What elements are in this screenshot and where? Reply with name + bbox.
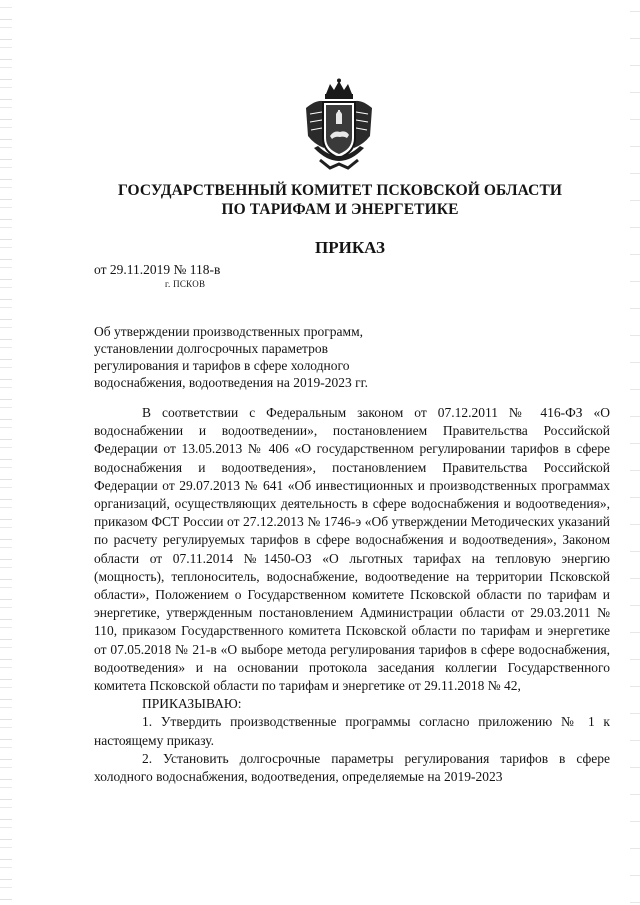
subject-line: Об утверждении производственных программ, bbox=[94, 324, 363, 339]
scan-edge-left bbox=[0, 0, 12, 905]
order-subject bbox=[94, 323, 434, 391]
subject-line: водоснабжения, водоотведения на 2019-2023 гг. bbox=[94, 375, 369, 390]
order-item-1: 1. Утвердить производственные программы согласно приложению № 1 к настоящему приказу. bbox=[94, 714, 610, 748]
order-body bbox=[94, 404, 610, 786]
header-line-2: ПО ТАРИФАМ И ЭНЕРГЕТИКЕ bbox=[221, 201, 459, 218]
committee-header bbox=[110, 181, 570, 219]
preamble-paragraph: В соответствии с Федеральным законом от 07.12.2011 № 416-ФЗ «О водоснабжении и водоотведении», постановлением Правительства Российской Федерации от 13.05.2013 № 406 «О государственном регулировании тарифов в сфере водоснабжения и водоотведения», постановлением Правительства Российской Федерации от 29.07.2013 № 641 «Об инвестиционных и производственных программах организаций, осуществляющих деятельность в сфере водоснабжения и водоотведения», приказом ФСТ России от 27.12.2013 № 1746-э «Об утверждении Методических указаний по расчету регулируемых тарифов в сфере водоснабжения и водоотведения», Законом области от 07.11.2014 №1450-ОЗ «О льготных тарифах на тепловую энергию (мощность), теплоноситель, водоснабжение, водоотведение на территории Псковской области», Положением о Государственном комитете Псковской области по тарифам и энергетике, утвержденным постановлением Администрации области от 29.03.2011 № 110, приказом Государственного комитета Псковской области по тарифам и энергетике от 07.05.2018 № 21-в «О выборе метода регулирования тарифов в сфере водоснабжения, водоотведения» и на основании протокола заседания коллегии Государственного комитета Псковской области по тарифам и энергетике от 29.11.2018 № 42, bbox=[94, 405, 610, 694]
subject-line: установлении долгосрочных параметров bbox=[94, 341, 328, 356]
order-word: ПРИКАЗЫВАЮ: bbox=[142, 696, 242, 712]
header-line-1: ГОСУДАРСТВЕННЫЙ КОМИТЕТ ПСКОВСКОЙ ОБЛАСТИ bbox=[117, 182, 563, 199]
coat-of-arms-icon bbox=[300, 78, 378, 176]
order-city: г. ПСКОВ bbox=[165, 279, 206, 289]
subject-line: регулирования и тарифов в сфере холодного bbox=[94, 358, 350, 373]
order-date-number: от 29.11.2019 № 118-в bbox=[94, 262, 221, 277]
document-title: ПРИКАЗ bbox=[315, 238, 385, 257]
scan-edge-right bbox=[630, 0, 640, 905]
order-item-2: 2. Установить долгосрочные параметры регулирования тарифов в сфере холодного водоснабжения, водоотведения, определяемые на 2019-2023 bbox=[94, 750, 610, 785]
